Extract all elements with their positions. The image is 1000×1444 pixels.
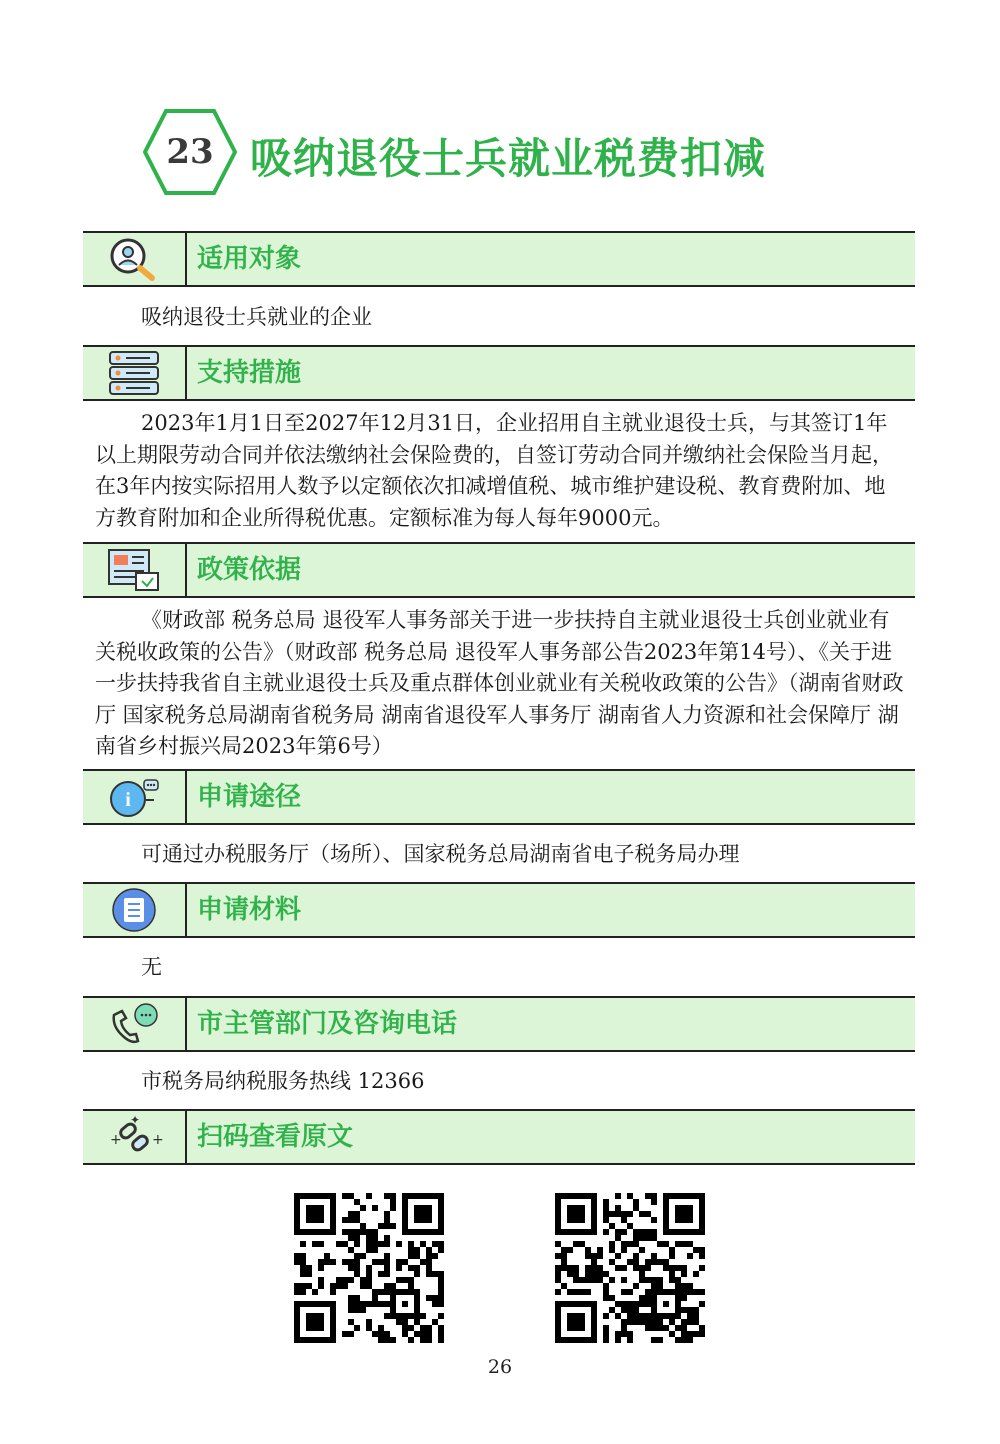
section-content-application: 可通过办税服务厅（场所）、国家税务总局湖南省电子税务局办理	[141, 842, 740, 866]
section-content-contact: 市税务局纳税服务热线 12366	[141, 1069, 425, 1093]
person-search-icon	[106, 236, 162, 282]
svg-text:i: i	[125, 789, 131, 811]
qr-code-right	[555, 1193, 705, 1343]
section-label: 申请途径	[197, 782, 302, 812]
info-chat-icon	[106, 774, 162, 820]
section-content-measures: 2023年1月1日至2027年12月31日，企业招用自主就业退役士兵，与其签订1年以上期限劳动合同并依法缴纳社会保险费的，自签订劳动合同并缴纳社会保险当月起，在3年内按实际招用人数予以定额依次扣减增值税、城市维护建设税、教育费附加、地方教育附加和企业所得税优惠。定额标准为每人每年9000元。	[95, 411, 893, 530]
section-label: 扫码查看原文	[197, 1122, 354, 1152]
section-label: 申请材料	[197, 895, 302, 925]
phone-chat-icon	[106, 1001, 162, 1047]
page-header	[142, 108, 862, 196]
link-icon	[106, 1114, 162, 1160]
section-content-target: 吸纳退役士兵就业的企业	[141, 305, 372, 329]
page-number: 26	[487, 1356, 513, 1378]
section-bar-measures	[83, 345, 915, 401]
section-content-materials: 无	[141, 955, 162, 979]
svg-text:✦: ✦	[130, 1113, 141, 1127]
server-list-icon	[106, 350, 162, 396]
section-bar-basis	[83, 542, 915, 598]
document-icon	[106, 547, 162, 593]
section-label: 政策依据	[197, 555, 302, 585]
section-label: 支持措施	[197, 358, 302, 388]
list-circle-icon	[106, 887, 162, 933]
section-bar-contact	[83, 996, 915, 1052]
section-label: 适用对象	[197, 244, 302, 274]
svg-text:+: +	[152, 1132, 164, 1148]
section-label: 市主管部门及咨询电话	[197, 1009, 458, 1039]
section-bar-application	[83, 769, 915, 825]
page-title: 吸纳退役士兵就业税费扣减	[250, 134, 767, 183]
section-content-basis: 《财政部 税务总局 退役军人事务部关于进一步扶持自主就业退役士兵创业就业有关税收政策的公告》（财政部 税务总局 退役军人事务部公告2023年第14号）、《关于进一步扶持我省自主就业退役士兵及重点群体创业就业有关税收政策的公告》（湖南省财政厅 国家税务总局湖南省税务局 湖南省退役军人事务厅 湖南省人力资源和社会保障厅 湖南省乡村振兴局2023年第6号）	[95, 608, 904, 758]
svg-text:+: +	[110, 1132, 122, 1148]
section-bar-materials	[83, 882, 915, 938]
qr-code-left	[294, 1193, 444, 1343]
section-bar-scan	[83, 1109, 915, 1165]
section-number: 23	[166, 132, 214, 172]
section-bar-target	[83, 231, 915, 287]
